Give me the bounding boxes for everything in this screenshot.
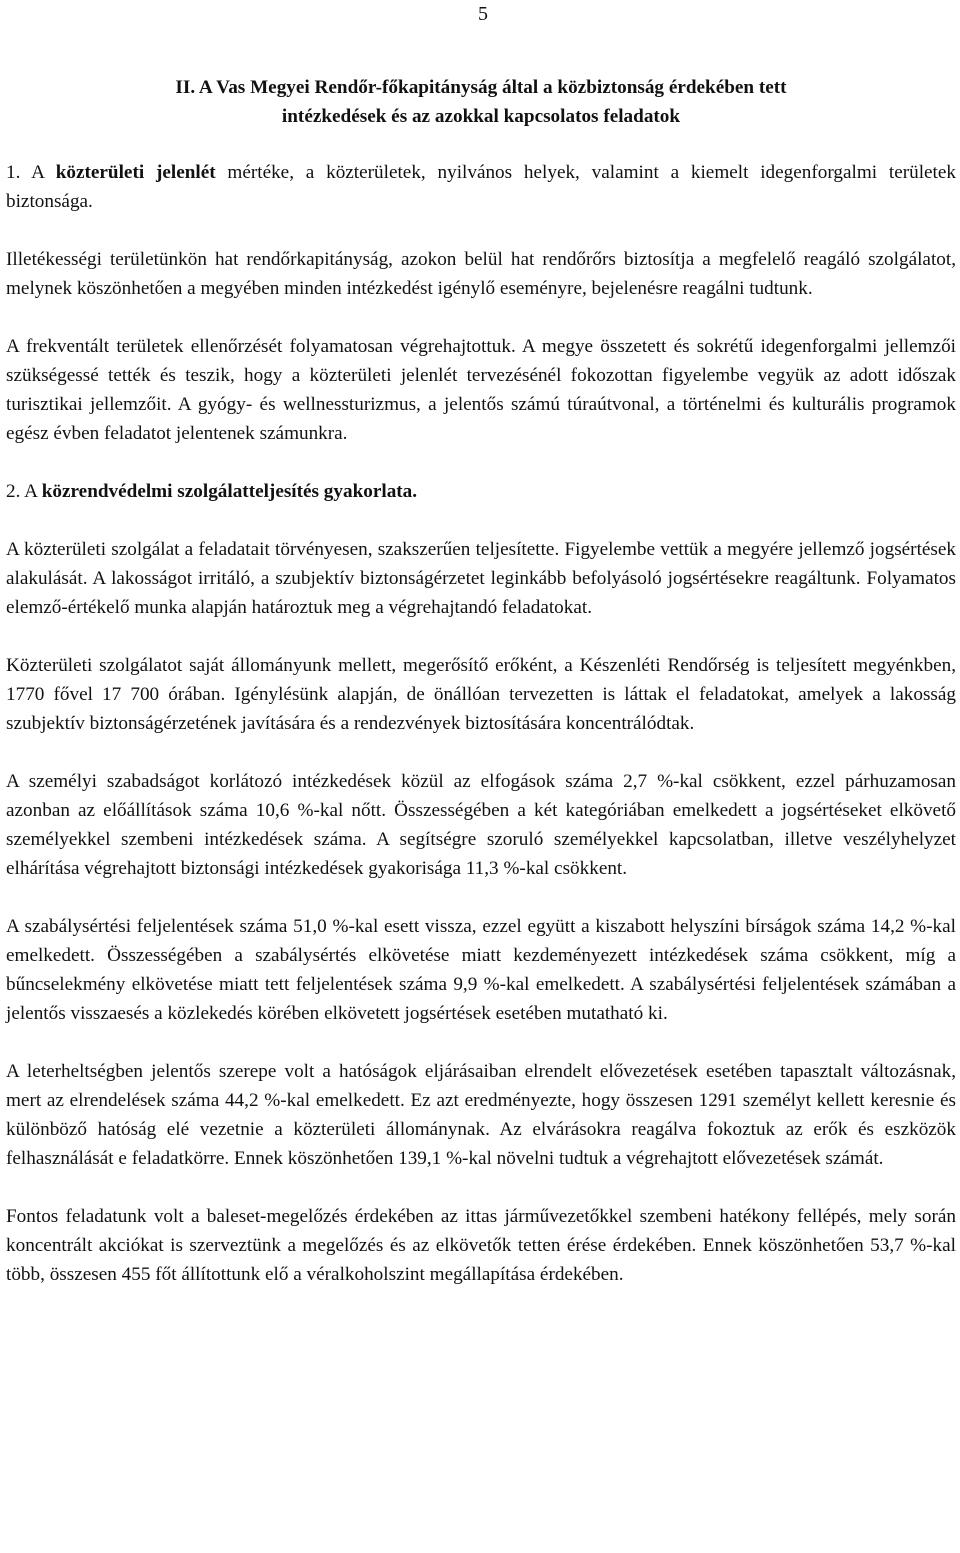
item-2-bold: közrendvédelmi szolgálatteljesítés gyakorlata. [41,481,418,502]
item-1-rest: mértéke, a közterületek, nyilvános helyek, valamint a kiemelt idegenforgalmi területek biztonsága. [6,162,956,212]
page-number: 5 [478,3,488,25]
paragraph: A leterheltségben jelentős szerepe volt a hatóságok eljárásaiban elrendelt elővezetések esetében tapasztalt változásnak, mert az elrendelések száma 44,2 %-kal emelkedett. Ez azt eredményezte, hogy összesen 1291 személyt kellett keresnie és különböző hatóság elé vezetnie a közterületi állománynak. Az elvárásokra reagálva fokoztuk az erők és eszközök felhasználását e feladatkörre. Ennek köszönhetően 139,1 %-kal növelni tudtuk a végrehajtott elővezetések számát. [6,1061,956,1169]
section-heading [6,74,956,131]
document-body [6,158,956,1289]
item-1-heading [6,158,956,216]
paragraph: Illetékességi területünkön hat rendőrkapitányság, azokon belül hat rendőrőrs biztosítja a megfelelő reagáló szolgálatot, melynek köszönhetően a megyében minden intézkedést igénylő eseményre, bejelenésre reagálni tudtunk. [6,249,956,299]
section-heading-line-2: intézkedések és az azokkal kapcsolatos feladatok [281,105,681,127]
paragraph: Közterületi szolgálatot saját állományunk mellett, megerősítő erőként, a Készenléti Rendőrség is teljesített megyénkben, 1770 fővel 17 700 órában. Igénylésünk alapján, de önállóan tervezetten is láttak el feladatokat, amelyek a lakosság szubjektív biztonságérzetének javítására és a rendezvények biztosítására koncentrálódtak. [6,655,956,734]
paragraph: A frekventált területek ellenőrzését folyamatosan végrehajtottuk. A megye összetett és sokrétű idegenforgalmi jellemzői szükségessé tették és teszik, hogy a közterületi jelenlét tervezésénél fokozottan figyelembe vegyük az adott időszak turisztikai jellemzőit. A gyógy- és wellnessturizmus, a jelentős számú túraútvonal, a történelmi és kulturális programok egész évben feladatot jelentenek számunkra. [6,336,956,444]
paragraph: Fontos feladatunk volt a baleset-megelőzés érdekében az ittas járművezetőkkel szembeni hatékony fellépés, mely során koncentrált akciókat is szerveztünk a megelőzés és az elkövetők tetten érése érdekében. Ennek köszönhetően 53,7 %-kal több, összesen 455 főt állítottunk elő a véralkoholszint megállapítása érdekében. [6,1206,956,1285]
paragraph: A közterületi szolgálat a feladatait törvényesen, szakszerűen teljesítette. Figyelembe vettük a megyére jellemző jogsértések alakulását. A lakosságot irritáló, a szubjektív biztonságérzetet leginkább befolyásoló jogsértésekre reagáltunk. Folyamatos elemző-értékelő munka alapján határoztuk meg a végrehajtandó feladatokat. [6,539,956,618]
section-heading-line-1: II. A Vas Megyei Rendőr-főkapitányság által a közbiztonság érdekében tett [175,77,787,98]
paragraph: A szabálysértési feljelentések száma 51,0 %-kal esett vissza, ezzel együtt a kiszabott helyszíni bírságok száma 14,2 %-kal emelkedett. Összességében a szabálysértés elkövetése miatt kezdeményezett intézkedések száma csökkent, míg a bűncselekmény elkövetése miatt tett feljelentések száma 9,9 %-kal emelkedett. A szabálysértési feljelentések számában a jelentős visszaesés a közlekedés körében elkövetett jogsértések esetében mutatható ki. [6,916,956,1024]
item-2-heading [6,477,956,506]
item-1-prefix: 1. A [6,162,56,183]
item-1-bold: közterületi jelenlét [55,162,216,183]
item-2-prefix: 2. A [6,481,42,502]
paragraph: A személyi szabadságot korlátozó intézkedések közül az elfogások száma 2,7 %-kal csökkent, ezzel párhuzamosan azonban az előállítások száma 10,6 %-kal nőtt. Összességében a két kategóriában emelkedett a jogsértéseket elkövető személyekkel szembeni intézkedések száma. A segítségre szoruló személyekkel kapcsolatban, illetve veszélyhelyzet elhárítása végrehajtott biztonsági intézkedések gyakorisága 11,3 %-kal csökkent. [6,771,956,879]
